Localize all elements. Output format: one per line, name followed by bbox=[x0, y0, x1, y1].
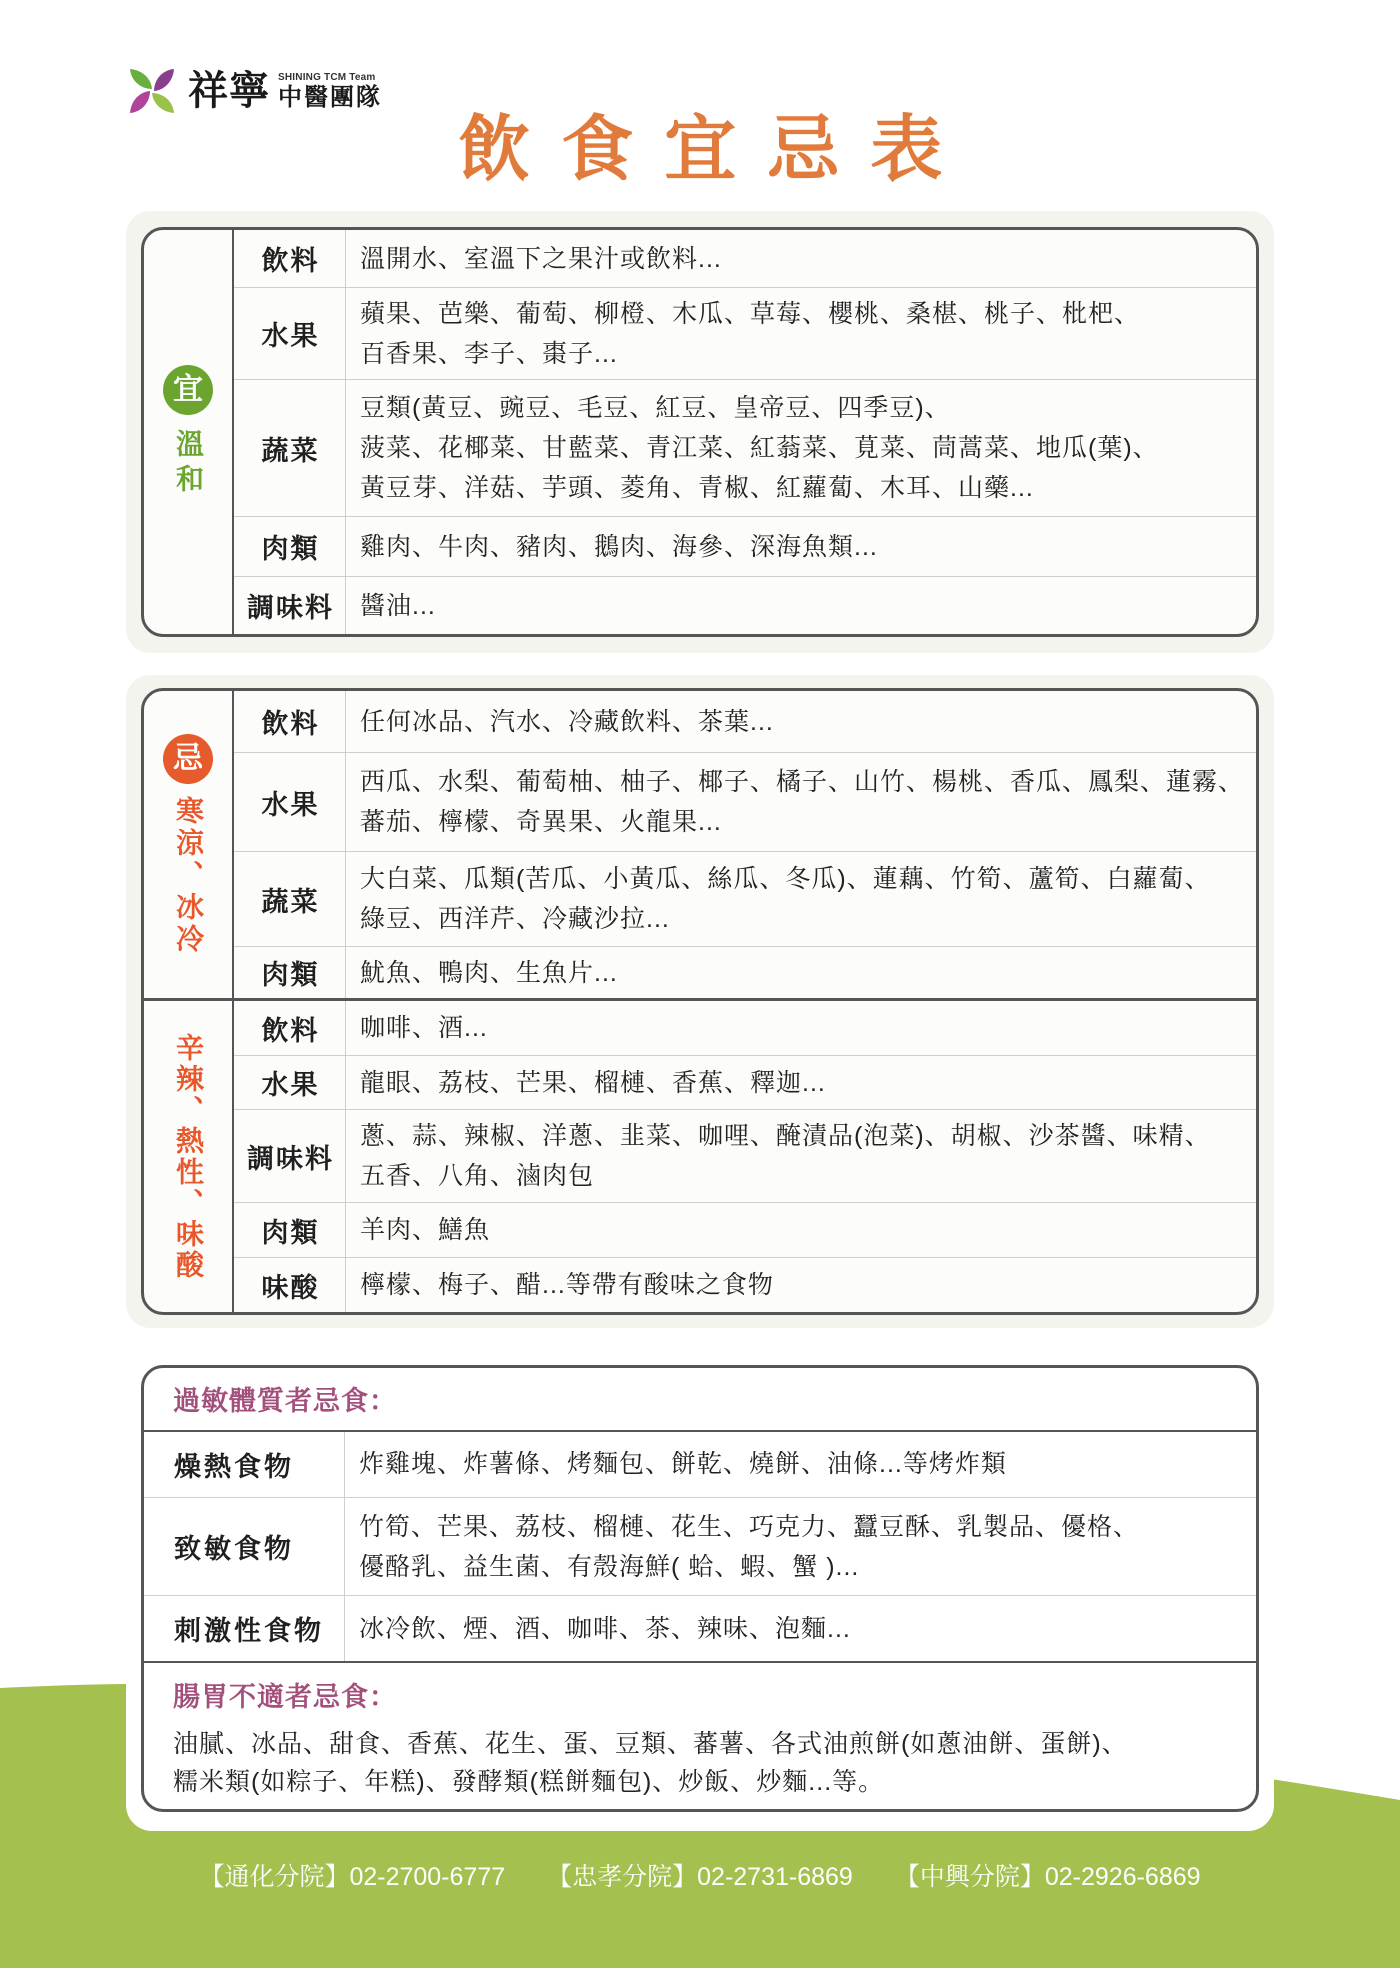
branch-zhongxiao: 【忠孝分院】02-2731-6869 bbox=[547, 1863, 853, 1891]
suitable-row bbox=[234, 516, 1256, 576]
food-items-line: 蘋果、芭樂、葡萄、柳橙、木瓜、草莓、櫻桃、桑椹、桃子、枇杷、 bbox=[360, 299, 1141, 328]
food-category-label: 肉類 bbox=[234, 1203, 346, 1257]
food-category-label: 刺激性食物 bbox=[144, 1596, 345, 1661]
suitable-row bbox=[234, 576, 1256, 634]
suitable-row bbox=[234, 287, 1256, 379]
food-items-line: 羊肉、鱔魚 bbox=[360, 1216, 491, 1244]
food-category-label: 肉類 bbox=[234, 947, 346, 998]
avoid-cold-row bbox=[234, 946, 1256, 998]
allergy-row bbox=[144, 1432, 1256, 1498]
food-category-label: 水果 bbox=[234, 1056, 346, 1109]
food-items bbox=[346, 947, 1256, 998]
branch-zhongxing: 【中興分院】02-2926-6869 bbox=[894, 1863, 1201, 1891]
avoid-spicy-group bbox=[144, 1001, 1256, 1312]
food-items-line: 菠菜、花椰菜、甘藍菜、青江菜、紅蓊菜、莧菜、茼蒿菜、地瓜(葉)、 bbox=[360, 434, 1159, 462]
food-items bbox=[346, 230, 1256, 287]
food-items bbox=[346, 1056, 1256, 1109]
avoid-cold-side-label bbox=[144, 691, 234, 998]
suitable-rows bbox=[234, 230, 1256, 634]
suitable-row bbox=[234, 230, 1256, 287]
food-items-line: 蕃茄、檸檬、奇異果、火龍果... bbox=[360, 808, 722, 836]
allergy-rows bbox=[144, 1432, 1256, 1662]
food-category-label: 蔬菜 bbox=[234, 380, 346, 516]
food-items bbox=[346, 1001, 1256, 1055]
food-category-label: 致敏食物 bbox=[144, 1498, 345, 1595]
logo-subtitle-zh: 中醫團隊 bbox=[278, 83, 382, 111]
allergy-row bbox=[144, 1497, 1256, 1595]
food-items-line: 黃豆芽、洋菇、芋頭、菱角、青椒、紅蘿蔔、木耳、山藥... bbox=[360, 474, 1034, 502]
avoid-cold-row bbox=[234, 691, 1256, 752]
avoid-table bbox=[141, 688, 1259, 1315]
avoid-spicy-row bbox=[234, 1001, 1256, 1055]
avoid-cold-rows bbox=[234, 691, 1256, 998]
avoid-spicy-row bbox=[234, 1109, 1256, 1202]
food-items bbox=[346, 1110, 1256, 1202]
food-items bbox=[346, 691, 1256, 752]
avoid-spicy-row bbox=[234, 1257, 1256, 1312]
food-items-line: 醬油... bbox=[360, 591, 436, 620]
food-items bbox=[346, 1258, 1256, 1312]
food-items-line: 五香、八角、滷肉包 bbox=[360, 1162, 595, 1190]
avoid-badge: 忌 bbox=[163, 734, 213, 784]
suitable-table bbox=[141, 227, 1259, 637]
avoid-cold-label: 寒涼、冰冷 bbox=[173, 795, 204, 956]
food-items bbox=[346, 380, 1256, 516]
food-items-line: 竹筍、芒果、荔枝、榴槤、花生、巧克力、蠶豆酥、乳製品、優格、 bbox=[359, 1512, 1140, 1541]
food-items bbox=[346, 1203, 1256, 1257]
food-items-line: 冰冷飲、煙、酒、咖啡、茶、辣味、泡麵... bbox=[359, 1614, 851, 1643]
logo-subtitle-en: SHINING TCM Team bbox=[278, 71, 376, 83]
branch-footer bbox=[0, 1860, 1400, 1894]
food-items-line: 任何冰品、汽水、冷藏飲料、茶葉... bbox=[360, 707, 774, 736]
food-items-line: 大白菜、瓜類(苦瓜、小黃瓜、絲瓜、冬瓜)、蓮藕、竹筍、蘆筍、白蘿蔔、 bbox=[360, 865, 1211, 893]
food-items-line: 龍眼、荔枝、芒果、榴槤、香蕉、釋迦... bbox=[360, 1068, 826, 1097]
food-items-line: 豆類(黃豆、豌豆、毛豆、紅豆、皇帝豆、四季豆)、 bbox=[360, 394, 951, 422]
food-items-line: 西瓜、水梨、葡萄柚、柚子、椰子、橘子、山竹、楊桃、香瓜、鳳梨、蓮霧、 bbox=[360, 768, 1245, 796]
food-items bbox=[346, 852, 1256, 946]
allergy-table bbox=[141, 1365, 1259, 1812]
food-category-label: 味酸 bbox=[234, 1258, 346, 1312]
avoid-cold-row bbox=[234, 851, 1256, 946]
food-items bbox=[345, 1596, 1256, 1661]
allergy-heading: 過敏體質者忌食： bbox=[144, 1368, 1256, 1432]
food-category-label: 水果 bbox=[234, 753, 346, 851]
stomach-section bbox=[144, 1661, 1256, 1809]
food-items bbox=[346, 288, 1256, 379]
food-category-label: 飲料 bbox=[234, 691, 346, 752]
avoid-cold-group bbox=[144, 691, 1256, 1001]
suitable-side-label bbox=[144, 230, 234, 634]
logo-name: 祥寧 bbox=[188, 69, 270, 113]
stomach-line: 糯米類(如粽子、年糕)、發酵類(糕餅麵包)、炒飯、炒麵...等。 bbox=[173, 1768, 885, 1796]
avoid-cold-row bbox=[234, 752, 1256, 851]
allergy-row bbox=[144, 1595, 1256, 1661]
food-category-label: 調味料 bbox=[234, 577, 346, 634]
food-category-label: 飲料 bbox=[234, 230, 346, 287]
food-items-line: 魷魚、鴨肉、生魚片... bbox=[360, 958, 618, 987]
avoid-spicy-row bbox=[234, 1055, 1256, 1109]
food-items bbox=[346, 753, 1256, 851]
food-items-line: 溫開水、室溫下之果汁或飲料... bbox=[360, 244, 722, 273]
avoid-spicy-side-label bbox=[144, 1001, 234, 1312]
suitable-row bbox=[234, 379, 1256, 516]
avoid-spicy-row bbox=[234, 1202, 1256, 1257]
food-items bbox=[346, 517, 1256, 576]
food-items-line: 百香果、李子、棗子... bbox=[360, 339, 618, 368]
food-category-label: 飲料 bbox=[234, 1001, 346, 1055]
suitable-badge: 宜 bbox=[163, 365, 213, 415]
food-items bbox=[346, 577, 1256, 634]
food-items-line: 檸檬、梅子、醋...等帶有酸味之食物 bbox=[360, 1271, 774, 1299]
food-items-line: 咖啡、酒... bbox=[360, 1014, 488, 1042]
stomach-line: 油膩、冰品、甜食、香蕉、花生、蛋、豆類、蕃薯、各式油煎餅(如蔥油餅、蛋餅)、 bbox=[173, 1730, 1128, 1758]
food-category-label: 水果 bbox=[234, 288, 346, 379]
suitable-label: 溫和 bbox=[173, 429, 204, 499]
food-category-label: 調味料 bbox=[234, 1110, 346, 1202]
food-category-label: 蔬菜 bbox=[234, 852, 346, 946]
stomach-heading: 腸胃不適者忌食： bbox=[173, 1682, 397, 1712]
food-items-line: 炸雞塊、炸薯條、烤麵包、餅乾、燒餅、油條...等烤炸類 bbox=[359, 1450, 1007, 1479]
logo-subtitle bbox=[278, 73, 382, 110]
food-items-line: 優酪乳、益生菌、有殼海鮮( 蛤、蝦、蟹 )... bbox=[359, 1552, 860, 1581]
avoid-spicy-label: 辛辣、熱性、味酸 bbox=[173, 1032, 204, 1281]
food-category-label: 燥熱食物 bbox=[144, 1432, 345, 1498]
avoid-spicy-rows bbox=[234, 1001, 1256, 1312]
food-category-label: 肉類 bbox=[234, 517, 346, 576]
food-items bbox=[345, 1498, 1256, 1595]
page-title: 飲 食 宜 忌 表 bbox=[458, 110, 948, 190]
food-items-line: 雞肉、牛肉、豬肉、鵝肉、海參、深海魚類... bbox=[360, 532, 878, 561]
branch-tonghua: 【通化分院】02-2700-6777 bbox=[199, 1863, 506, 1891]
food-items bbox=[345, 1432, 1256, 1498]
food-items-line: 蔥、蒜、辣椒、洋蔥、韭菜、咖哩、醃漬品(泡菜)、胡椒、沙茶醬、味精、 bbox=[360, 1122, 1211, 1150]
food-items-line: 綠豆、西洋芹、冷藏沙拉... bbox=[360, 905, 670, 933]
